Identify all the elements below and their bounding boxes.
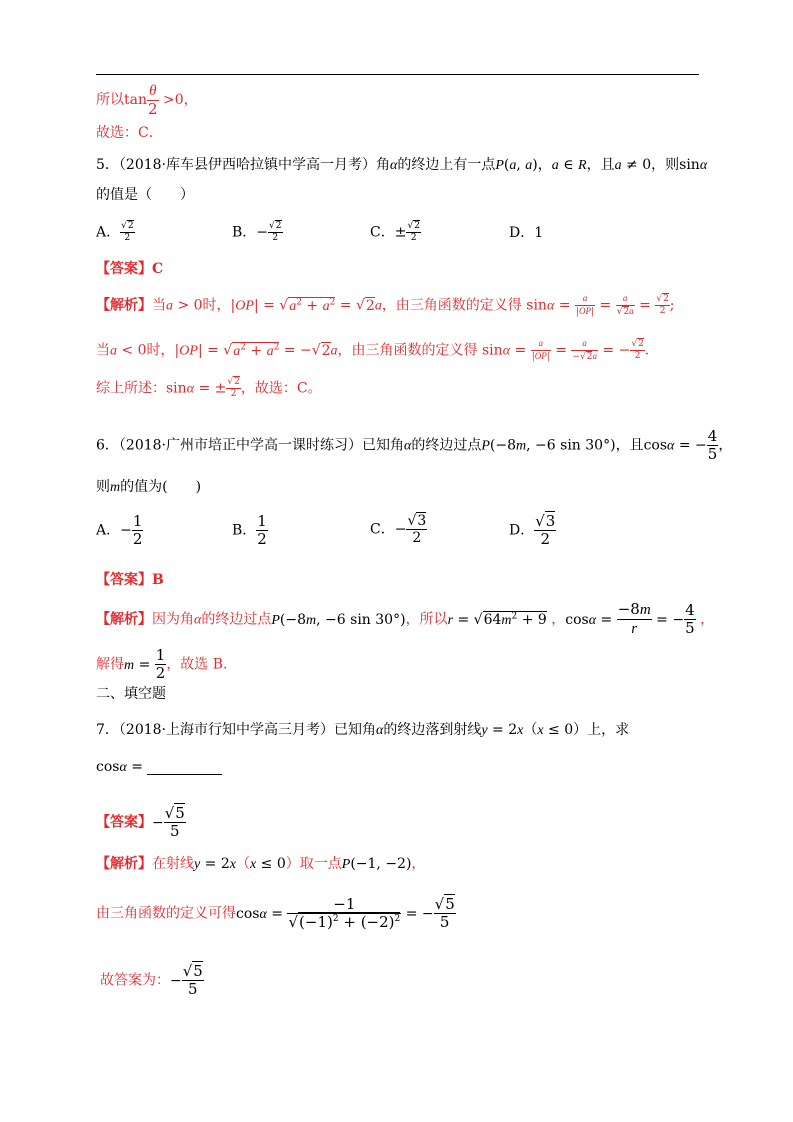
q6-analysis-line2: 解得m = $\frac{1}{2}$ ，故选 B. (96, 646, 228, 682)
q5-text: 当 (96, 342, 110, 359)
q6-text: ， (551, 611, 566, 628)
q5-text: 当 (152, 297, 166, 314)
q6-option-d: D． $\frac{√3}{2}$ (509, 512, 556, 548)
option-label: C． (370, 521, 395, 538)
section-title: 二、填空题 (96, 686, 166, 702)
theta-half-fraction: $\frac{\theta}{2}$ (148, 83, 158, 118)
q5-text: ，由三角函数的定义得 (381, 297, 522, 314)
q5-text: 时， (202, 297, 231, 314)
q6-text: 则 (96, 479, 110, 495)
q7-stem-line2: cosα = (96, 760, 222, 775)
q6-text: 解得 (96, 656, 124, 673)
q6-text: ，故选 B. (166, 656, 228, 673)
q6-text: ，所以 (405, 611, 448, 628)
q6-stem-line1: 6．（2018·广州市培正中学高一课时练习）已知角α的终边过点P(−8m, −6 sin 30°)，且cosα = − $\frac{4}{5}$ ， (96, 427, 733, 463)
q7-text: 的终边落到射线 (383, 722, 482, 738)
q4-conclusion-line: 所以tan $\frac{\theta}{2}$ >0， (96, 83, 198, 118)
q6-text: 6．（2018·广州市培正中学高一课时练习）已知角 (96, 437, 404, 454)
q6-stem-line2: 则m的值为( ) (96, 479, 202, 495)
option-label: A． (96, 224, 121, 241)
q7-text: ， (411, 856, 426, 872)
q4-answer: 故选：C． (96, 125, 163, 141)
q7-text: （ (235, 856, 250, 872)
q5-text: ，由三角函数的定义得 (337, 342, 478, 359)
q7-text: ）取一点 (285, 856, 342, 872)
q7-analysis-line2: 由三角函数的定义可得cosα = $\frac{-1}{√(-1)^2 + (-2)^2}$ = − $\frac{√5}{5}$ (96, 895, 455, 931)
header-rule (96, 74, 699, 75)
q6-text: 的终边过点 (201, 611, 272, 628)
q4-text: 所以 (96, 92, 124, 108)
q6-text: 因为角 (152, 611, 194, 628)
q5-text: ，故选：C。 (240, 380, 322, 397)
q5-text: ，则 (651, 157, 680, 173)
option-label: A． (96, 522, 121, 539)
option-label: B． (232, 522, 257, 539)
q7-text: ）上，求 (573, 722, 630, 738)
q6-text: ， (700, 611, 715, 628)
q7-final: 故答案为：− $\frac{√5}{5}$ (100, 962, 203, 998)
option-label: B． (232, 224, 257, 241)
q7-stem-line1: 7．（2018·上海市行知中学高三月考）已知角α的终边落到射线y = 2x（x ≤ 0）上，求 (96, 722, 630, 738)
q6-option-b: B． $\frac{1}{2}$ (232, 512, 267, 548)
q7-analysis-line1: 【解析】在射线y = 2x（x ≤ 0）取一点P(−1, −2)， (96, 856, 426, 872)
q7-text: 故答案为： (100, 972, 170, 989)
q5-option-b: B．− $\frac{√2}{2}$ (232, 221, 282, 243)
q7-text: 由三角函数的定义可得 (96, 905, 236, 922)
q5-option-d: D．1 (509, 225, 544, 241)
q5-stem-line1: 5．（2018·库车县伊西哈拉镇中学高一月考）角α的终边上有一点P(a, a)，a ∈ R，且a ≠ 0，则sinα (96, 157, 708, 173)
q5-stem-line2: 的值是（ ） (96, 187, 194, 203)
q5-option-c: C．± $\frac{√2}{2}$ (370, 221, 420, 243)
q5-analysis-line2: 当a < 0时，$|OP| = √a^2 + a^2 = -√2a$，由三角函数的定义得 sinα = $\frac{a}{|OP|}$ = $\frac{a}{-√2a}$ = − $\frac{√2}{2}$ . (96, 338, 650, 362)
q7-text: 7．（2018·上海市行知中学高三月考）已知角 (96, 722, 376, 738)
analysis-label: 【解析】 (96, 297, 152, 314)
q5-answer: 【答案】C (96, 261, 164, 277)
q5-text: 综上所述： (96, 380, 166, 397)
q7-text: （ (523, 722, 538, 738)
q5-analysis-line3: 综上所述：sinα = ± $\frac{√2}{2}$ ，故选：C。 (96, 377, 322, 399)
q5-analysis-line1: 【解析】当a > 0时，$|OP| = √a^2 + a^2 = √2a$，由三角函数的定义得 sinα = $\frac{a}{|OP|}$ = $\frac{a}{√2a}$ = $\frac{√2}{2}$ ; (96, 293, 675, 317)
q6-text: 的终边过点 (411, 437, 482, 454)
option-label: D． (509, 522, 535, 539)
q5-text: 5．（2018·库车县伊西哈拉镇中学高一月考）角 (96, 157, 390, 173)
q6-analysis-line1: 【解析】因为角α的终边过点P(−8m, −6 sin 30°)，所以$r = √64m^2 + 9$ ，cosα = $\frac{-8m}{r}$ = − $\frac{4}{5}$ ， (96, 600, 715, 637)
answer-label: 【答案】 (96, 814, 152, 831)
analysis-label: 【解析】 (96, 856, 152, 872)
q6-answer: 【答案】B (96, 572, 164, 588)
q7-text: 在射线 (152, 856, 194, 872)
q6-option-a: A．− $\frac{1}{2}$ (96, 512, 143, 548)
option-label: C． (370, 224, 395, 241)
q6-text: 的值为( ) (120, 479, 202, 495)
q5-option-a: A． $\frac{√2}{2}$ (96, 221, 134, 243)
answer-blank[interactable] (147, 762, 222, 775)
q5-text: 时， (146, 342, 175, 359)
q6-text: ，且 (615, 437, 644, 454)
q6-option-c: C．− $\frac{√3}{2}$ (370, 513, 427, 546)
analysis-label: 【解析】 (96, 611, 152, 628)
q5-text: ，且 (586, 157, 615, 173)
q4-text: >0， (163, 92, 198, 108)
q5-text: 的终边上有一点 (397, 157, 496, 173)
q7-answer: 【答案】− $\frac{√5}{5}$ (96, 804, 185, 840)
